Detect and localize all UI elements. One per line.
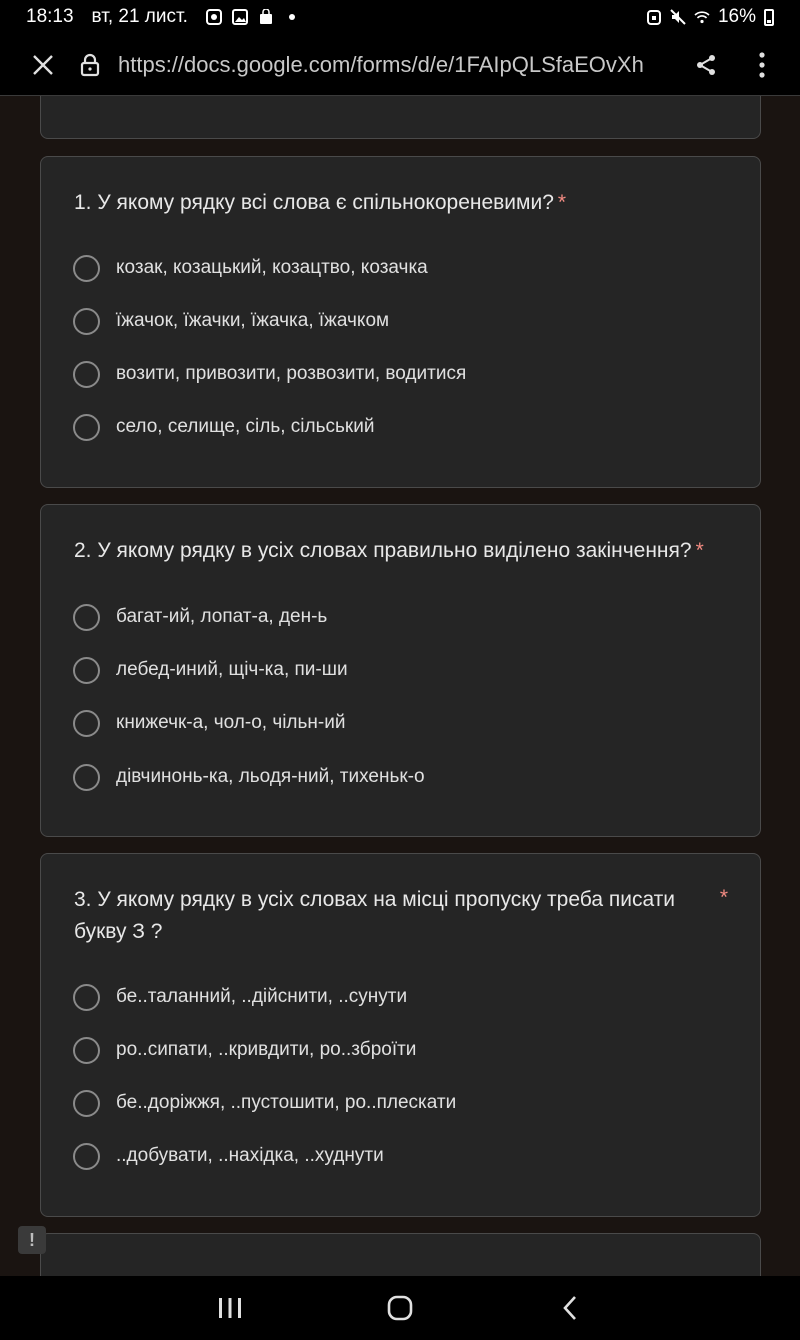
recent-apps-button[interactable] xyxy=(205,1288,255,1328)
home-icon xyxy=(387,1295,413,1321)
radio-button[interactable] xyxy=(73,414,100,441)
radio-button[interactable] xyxy=(73,710,100,737)
feedback-icon[interactable]: ! xyxy=(18,1226,46,1254)
option-radio[interactable] xyxy=(73,655,348,685)
option-radio[interactable] xyxy=(73,708,345,738)
lock-icon xyxy=(80,53,100,77)
more-vert-icon xyxy=(758,52,766,78)
required-mark: * xyxy=(557,191,567,214)
option-radio[interactable] xyxy=(73,762,425,792)
close-icon xyxy=(31,53,55,77)
question-title xyxy=(74,884,704,948)
url-text[interactable]: https://docs.google.com/forms/d/e/1FAIpQLSfaEOvXh xyxy=(118,51,644,77)
question-text: 1. У якому рядку всі слова є спільнокореневими? xyxy=(74,191,554,214)
mute-icon xyxy=(670,9,686,25)
lock-status-icon xyxy=(646,9,662,25)
radio-button[interactable] xyxy=(73,1143,100,1170)
radio-button[interactable] xyxy=(73,308,100,335)
option-label: їжачок, їжачки, їжачка, їжачком xyxy=(116,310,390,331)
option-label: село, селище, сіль, сільський xyxy=(116,416,375,437)
radio-button[interactable] xyxy=(73,1090,100,1117)
gallery-icon xyxy=(232,9,248,25)
option-label: ..добувати, ..нахідка, ..худнути xyxy=(116,1145,384,1166)
status-bar xyxy=(0,0,800,34)
option-label: бе..доріжжя, ..пустошити, ро..плескати xyxy=(116,1092,457,1113)
option-label: бе..таланний, ..дійснити, ..сунути xyxy=(116,986,408,1007)
radio-button[interactable] xyxy=(73,361,100,388)
question-card-1 xyxy=(40,156,761,488)
option-radio[interactable] xyxy=(73,412,374,442)
home-button[interactable] xyxy=(375,1288,425,1328)
close-button[interactable] xyxy=(0,53,86,77)
status-time: 18:13 xyxy=(26,6,74,27)
question-text: 2. У якому рядку в усіх словах правильно виділено закінчення? xyxy=(74,539,692,562)
question-text: 3. У якому рядку в усіх словах на місці пропуску треба писати букву З ? xyxy=(74,888,676,943)
option-label: книжечк-а, чол-о, чільн-ий xyxy=(116,712,346,733)
radio-button[interactable] xyxy=(73,984,100,1011)
share-button[interactable] xyxy=(678,53,734,77)
back-icon xyxy=(562,1295,578,1321)
recent-apps-icon xyxy=(217,1297,243,1319)
wifi-icon xyxy=(694,9,710,25)
status-date: вт, 21 лист. xyxy=(91,6,188,27)
option-radio[interactable] xyxy=(73,1088,456,1118)
radio-button[interactable] xyxy=(73,764,100,791)
option-radio[interactable] xyxy=(73,359,466,389)
dot-icon xyxy=(284,9,300,25)
option-radio[interactable] xyxy=(73,1035,416,1065)
question-card-2 xyxy=(40,504,761,837)
radio-button[interactable] xyxy=(73,255,100,282)
option-radio[interactable] xyxy=(73,602,327,632)
option-radio[interactable] xyxy=(73,1141,384,1171)
option-label: ро..сипати, ..кривдити, ро..зброїти xyxy=(116,1039,417,1060)
option-label: дівчинонь-ка, льодя-ний, тихеньк-о xyxy=(116,766,425,787)
more-menu-button[interactable] xyxy=(734,52,790,78)
radio-button[interactable] xyxy=(73,604,100,631)
option-label: козак, козацький, козацтво, козачка xyxy=(116,257,428,278)
secure-lock[interactable] xyxy=(76,53,104,77)
option-label: возити, привозити, розвозити, водитися xyxy=(116,363,467,384)
option-radio[interactable] xyxy=(73,982,407,1012)
browser-url-bar xyxy=(0,34,800,96)
form-card-partial xyxy=(40,96,761,139)
share-icon xyxy=(694,53,718,77)
question-title xyxy=(74,535,734,567)
question-title xyxy=(74,187,714,219)
back-button[interactable] xyxy=(545,1288,595,1328)
question-card-3 xyxy=(40,853,761,1217)
battery-icon xyxy=(764,9,774,26)
radio-button[interactable] xyxy=(73,1037,100,1064)
radio-button[interactable] xyxy=(73,657,100,684)
battery-percent: 16% xyxy=(717,6,756,27)
required-mark: * xyxy=(695,539,704,562)
question-card-4-partial xyxy=(40,1233,761,1276)
option-label: багат-ий, лопат-а, ден-ь xyxy=(116,606,328,627)
notification-icon xyxy=(206,9,222,25)
option-radio[interactable] xyxy=(73,306,389,336)
required-mark: * xyxy=(719,886,728,909)
option-radio[interactable] xyxy=(73,253,428,283)
option-label: лебед-иний, щіч-ка, пи-ши xyxy=(116,659,348,680)
form-content[interactable] xyxy=(0,96,800,1276)
android-nav-bar xyxy=(0,1276,800,1340)
shopping-bag-icon xyxy=(258,9,274,25)
